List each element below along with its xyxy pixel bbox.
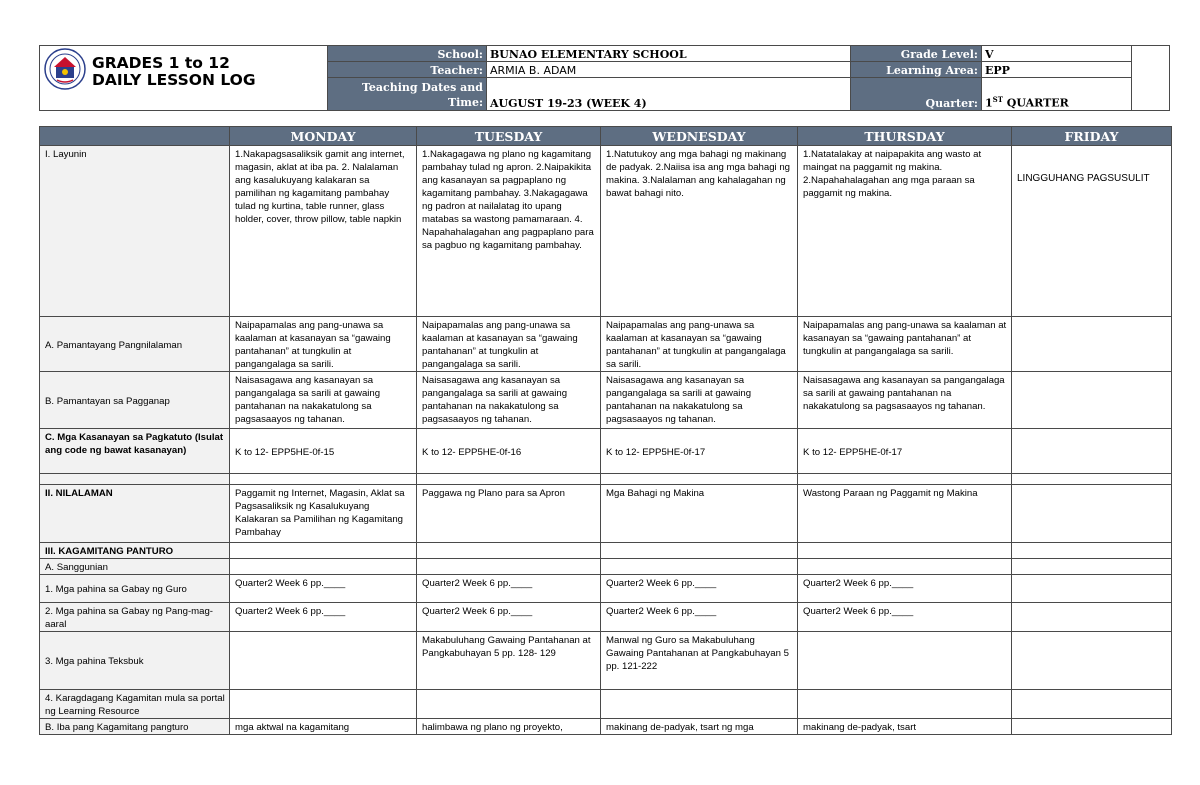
cell-pagganap-tuesday: Naisasagawa ang kasanayan sa pangangalaga sa sarili at gawaing pantahanan na nakakatulong sa pagsasaayos ng tahanan. <box>417 372 601 429</box>
friday-note: LINGGUHANG PAGSUSULIT <box>1017 173 1150 184</box>
row-pamantayan-pagganap <box>40 372 1172 429</box>
cell-gabay-mag-aaral-tuesday: Quarter2 Week 6 pp.____ <box>417 603 601 632</box>
spacer-label-cell <box>40 474 230 485</box>
day-header-monday: MONDAY <box>230 127 417 146</box>
row-pamantayang-pangnilalaman <box>40 317 1172 372</box>
teaching-dates-label <box>328 78 487 111</box>
row-label-karagdagang: 4. Karagdagang Kagamitan mula sa portal ng Learning Resource <box>40 690 230 719</box>
empty-cell <box>798 543 1012 559</box>
document-title <box>92 55 256 89</box>
spacer-cell <box>230 474 417 485</box>
row-label-gabay-mag-aaral: 2. Mga pahina sa Gabay ng Pang-mag-aaral <box>40 603 230 632</box>
cell-layunin-wednesday: 1.Natutukoy ang mga bahagi ng makinang de padyak. 2.Naiisa isa ang mga bahagi ng makina. 3.Nalalaman ang kahalagahan ng bawat bahagi nito. <box>601 146 798 317</box>
cell-teksbuk-tuesday: Makabuluhang Gawaing Pantahanan at Pangkabuhayan 5 pp. 128- 129 <box>417 632 601 690</box>
empty-cell <box>1012 543 1172 559</box>
teaching-dates-value: AUGUST 19-23 (WEEK 4) <box>487 78 851 111</box>
cell-gabay-guro-wednesday: Quarter2 Week 6 pp.____ <box>601 575 798 603</box>
spacer-cell <box>417 474 601 485</box>
deped-seal-icon <box>44 48 86 90</box>
cell-pangnilalaman-monday: Naipapamalas ang pang-unawa sa kaalaman at kasanayan sa “gawaing pantahanan” at tungkulin at pangangalaga sa sarili. <box>230 317 417 372</box>
cell-pagganap-monday: Naisasagawa ang kasanayan sa pangangalaga sa sarili at gawaing pantahanan na nakakatulong sa pagsasaayos ng tahanan. <box>230 372 417 429</box>
quarter-label: Quarter: <box>851 78 982 111</box>
day-header-friday: FRIDAY <box>1012 127 1172 146</box>
cell-gabay-mag-aaral-wednesday: Quarter2 Week 6 pp.____ <box>601 603 798 632</box>
cell-kasanayan-friday <box>1012 429 1172 474</box>
row-kagamitang-panturo <box>40 543 1172 559</box>
row-kasanayan <box>40 429 1172 474</box>
cell-gabay-guro-tuesday: Quarter2 Week 6 pp.____ <box>417 575 601 603</box>
cell-iba-pang-friday <box>1012 719 1172 735</box>
cell-nilalaman-thursday: Wastong Paraan ng Paggamit ng Makina <box>798 485 1012 543</box>
grade-level-label: Grade Level: <box>851 46 982 62</box>
cell-layunin-tuesday: 1.Nakagagawa ng plano ng kagamitang pambahay tulad ng apron. 2.Naipakikita ang kasanayan sa pagpaplano ng kagamitang pambahay. 3.Nakagagawa ng padron at nailalatag ito upang matabas sa wastong pamamaraan. 4. Napahahalagahan ang pagpaplano para sa pagbuo ng kagamitang pambahay. <box>417 146 601 317</box>
row-karagdagang <box>40 690 1172 719</box>
title-line-1: GRADES 1 to 12 <box>92 54 230 72</box>
quarter-suffix: ST <box>992 95 1003 105</box>
lesson-log-table <box>39 126 1172 735</box>
cell-nilalaman-tuesday: Paggawa ng Plano para sa Apron <box>417 485 601 543</box>
spacer-cell <box>798 474 1012 485</box>
empty-cell <box>417 543 601 559</box>
cell-pangnilalaman-thursday: Naipapamalas ang pang-unawa sa kaalaman at kasanayan sa “gawaing pantahanan” at tungkulin at pangangalaga sa sarili. <box>798 317 1012 372</box>
empty-cell <box>601 559 798 575</box>
cell-teksbuk-thursday <box>798 632 1012 690</box>
day-header-thursday: THURSDAY <box>798 127 1012 146</box>
cell-gabay-mag-aaral-thursday: Quarter2 Week 6 pp.____ <box>798 603 1012 632</box>
cell-gabay-guro-friday <box>1012 575 1172 603</box>
cell-gabay-guro-monday: Quarter2 Week 6 pp.____ <box>230 575 417 603</box>
spacer-cell <box>1012 474 1172 485</box>
cell-gabay-mag-aaral-monday: Quarter2 Week 6 pp.____ <box>230 603 417 632</box>
empty-cell <box>230 559 417 575</box>
cell-pagganap-thursday: Naisasagawa ang kasanayan sa pangangalaga sa sarili at gawaing pantahanan na nakakatulong sa pagsasaayos ng tahanan. <box>798 372 1012 429</box>
cell-teksbuk-friday <box>1012 632 1172 690</box>
cell-nilalaman-wednesday: Mga Bahagi ng Makina <box>601 485 798 543</box>
day-header-row <box>40 127 1172 146</box>
cell-pangnilalaman-wednesday: Naipapamalas ang pang-unawa sa kaalaman at kasanayan sa “gawaing pantahanan” at tungkulin at pangangalaga sa sarili. <box>601 317 798 372</box>
cell-nilalaman-friday <box>1012 485 1172 543</box>
row-label-kagamitang-panturo: III. KAGAMITANG PANTURO <box>40 543 230 559</box>
empty-cell <box>1012 690 1172 719</box>
empty-cell <box>601 690 798 719</box>
cell-pagganap-wednesday: Naisasagawa ang kasanayan sa pangangalaga sa sarili at gawaing pantahanan na nakakatulong sa pagsasaayos ng tahanan. <box>601 372 798 429</box>
cell-iba-pang-monday: mga aktwal na kagamitang <box>230 719 417 735</box>
header-info-table <box>327 45 1132 111</box>
empty-cell <box>417 559 601 575</box>
quarter-number: 1 <box>985 97 993 110</box>
cell-layunin-monday: 1.Nakapagsasaliksik gamit ang internet, magasin, aklat at iba pa. 2. Nalalaman ang kasalukuyang kalakaran sa pamilihan ng kagamitang pambahay tulad ng kurtina, table runner, glass holder, cover, throw pillow, table napkin <box>230 146 417 317</box>
quarter-value <box>982 78 1132 111</box>
row-sanggunian <box>40 559 1172 575</box>
quarter-word: QUARTER <box>1006 97 1069 110</box>
grade-level-value: V <box>982 46 1132 62</box>
cell-pangnilalaman-friday <box>1012 317 1172 372</box>
row-gabay-mag-aaral <box>40 603 1172 632</box>
spacer-cell <box>601 474 798 485</box>
teacher-value: ARMIA B. ADAM <box>487 62 851 78</box>
cell-gabay-mag-aaral-friday <box>1012 603 1172 632</box>
teaching-dates-label-line2: Time: <box>447 96 483 109</box>
title-line-2: DAILY LESSON LOG <box>92 71 256 89</box>
row-spacer <box>40 474 1172 485</box>
empty-cell <box>417 690 601 719</box>
row-label-kasanayan: C. Mga Kasanayan sa Pagkatuto (Isulat ang code ng bawat kasanayan) <box>40 429 230 474</box>
empty-cell <box>230 543 417 559</box>
school-value: BUNAO ELEMENTARY SCHOOL <box>487 46 851 62</box>
row-nilalaman <box>40 485 1172 543</box>
empty-cell <box>230 690 417 719</box>
row-label-pamantayan-pagganap: B. Pamantayan sa Pagganap <box>40 372 230 429</box>
teaching-dates-label-line1: Teaching Dates and <box>361 81 483 94</box>
school-label: School: <box>328 46 487 62</box>
cell-pangnilalaman-tuesday: Naipapamalas ang pang-unawa sa kaalaman at kasanayan sa “gawaing pantahanan” at tungkulin at pangangalaga sa sarili. <box>417 317 601 372</box>
cell-layunin-thursday: 1.Natatalakay at naipapakita ang wasto at maingat na paggamit ng makina. 2.Napahahalagahan ang mga paraan sa paggamit ng makina. <box>798 146 1012 317</box>
cell-kasanayan-wednesday: K to 12- EPP5HE-0f-17 <box>601 429 798 474</box>
empty-cell <box>1012 559 1172 575</box>
day-header-wednesday: WEDNESDAY <box>601 127 798 146</box>
row-label-sanggunian: A. Sanggunian <box>40 559 230 575</box>
row-label-nilalaman: II. NILALAMAN <box>40 485 230 543</box>
empty-cell <box>798 559 1012 575</box>
cell-kasanayan-tuesday: K to 12- EPP5HE-0f-16 <box>417 429 601 474</box>
cell-teksbuk-wednesday: Manwal ng Guro sa Makabuluhang Gawaing Pantahanan at Pangkabuhayan 5 pp. 121-222 <box>601 632 798 690</box>
cell-pagganap-friday <box>1012 372 1172 429</box>
row-teksbuk <box>40 632 1172 690</box>
corner-cell <box>40 127 230 146</box>
row-layunin <box>40 146 1172 317</box>
cell-teksbuk-monday <box>230 632 417 690</box>
cell-gabay-guro-thursday: Quarter2 Week 6 pp.____ <box>798 575 1012 603</box>
empty-cell <box>798 690 1012 719</box>
row-label-teksbuk: 3. Mga pahina Teksbuk <box>40 632 230 690</box>
cell-iba-pang-thursday: makinang de-padyak, tsart <box>798 719 1012 735</box>
cell-layunin-friday <box>1012 146 1172 317</box>
cell-iba-pang-tuesday: halimbawa ng plano ng proyekto, <box>417 719 601 735</box>
row-gabay-guro <box>40 575 1172 603</box>
day-header-tuesday: TUESDAY <box>417 127 601 146</box>
learning-area-value: EPP <box>982 62 1132 78</box>
cell-nilalaman-monday: Paggamit ng Internet, Magasin, Aklat sa Pagsasaliksik ng Kasalukuyang Kalakaran sa Pamilihan ng Kagamitang Pambahay <box>230 485 417 543</box>
learning-area-label: Learning Area: <box>851 62 982 78</box>
empty-cell <box>601 543 798 559</box>
row-label-gabay-guro: 1. Mga pahina sa Gabay ng Guro <box>40 575 230 603</box>
row-label-layunin: I. Layunin <box>40 146 230 317</box>
cell-kasanayan-monday: K to 12- EPP5HE-0f-15 <box>230 429 417 474</box>
row-label-iba-pang: B. Iba pang Kagamitang pangturo <box>40 719 230 735</box>
cell-iba-pang-wednesday: makinang de-padyak, tsart ng mga <box>601 719 798 735</box>
row-iba-pang <box>40 719 1172 735</box>
row-label-pamantayang-pangnilalaman: A. Pamantayang Pangnilalaman <box>40 317 230 372</box>
teacher-label: Teacher: <box>328 62 487 78</box>
cell-kasanayan-thursday: K to 12- EPP5HE-0f-17 <box>798 429 1012 474</box>
